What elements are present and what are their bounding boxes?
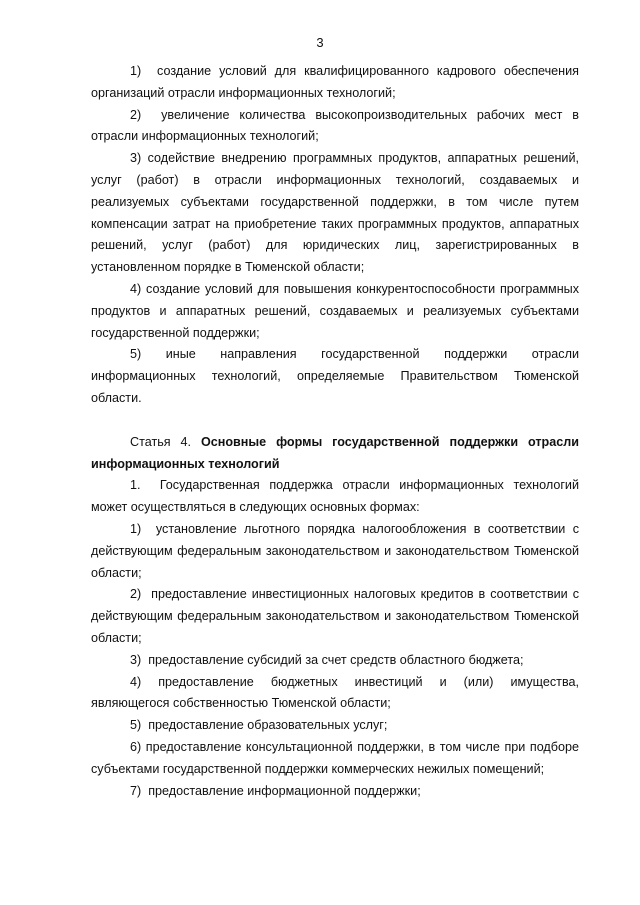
page-number: 3 — [316, 35, 324, 50]
list2-item-4: 4) предоставление бюджетных инвестиций и (или) имущества, являющегося собственностью Тюменской области; — [91, 674, 579, 711]
list1-item-1: 1) создание условий для квалифицированного кадрового обеспечения организаций отрасли информационных технологий; — [91, 64, 579, 100]
article-heading — [91, 432, 579, 476]
list2-item-1: 1) установление льготного порядка налогообложения в соответствии с действующим федеральным законодательством и законодательством Тюменской области; — [91, 521, 579, 580]
article-intro: 1. Государственная поддержка отрасли информационных технологий может осуществляться в следующих основных формах: — [91, 478, 579, 515]
list2-item-3: 3) предоставление субсидий за счет средств областного бюджета; — [130, 652, 524, 667]
list2-item-2: 2) предоставление инвестиционных налоговых кредитов в соответствии с действующим федеральным законодательством и законодательством Тюменской области; — [91, 587, 579, 645]
list1-item-4: 4) создание условий для повышения конкурентоспособности программных продуктов и аппаратных решений, создаваемых и реализуемых субъектами государственной поддержки; — [91, 281, 579, 340]
list1-item-2: 2) увеличение количества высокопроизводительных рабочих мест в отрасли информационных технологий; — [91, 107, 579, 144]
list2-item-7: 7) предоставление информационной поддержки; — [130, 783, 421, 798]
list1-item-5: 5) иные направления государственной поддержки отрасли информационных технологий, определяемые Правительством Тюменской области. — [91, 347, 579, 405]
article-label: Статья 4. — [130, 434, 192, 449]
list2-item-6: 6) предоставление консультационной поддержки, в том числе при подборе субъектами государственной поддержки коммерческих нежилых помещений; — [91, 739, 579, 776]
list1-item-3: 3) содействие внедрению программных продуктов, аппаратных решений, услуг (работ) в отрасли информационных технологий, создаваемых и реализуемых субъектами государственной поддержки, в том числе путем компенсации затрат на приобретение таких программных продуктов, аппаратных решений, услуг (работ) для юридических лиц, зарегистрированных в установленном порядке в Тюменской области; — [91, 151, 579, 275]
section-gap — [91, 410, 579, 432]
list2-item-5: 5) предоставление образовательных услуг; — [130, 718, 388, 733]
article-title: Основные формы государственной поддержки отрасли информационных технологий — [91, 434, 579, 471]
document-body — [91, 61, 579, 802]
